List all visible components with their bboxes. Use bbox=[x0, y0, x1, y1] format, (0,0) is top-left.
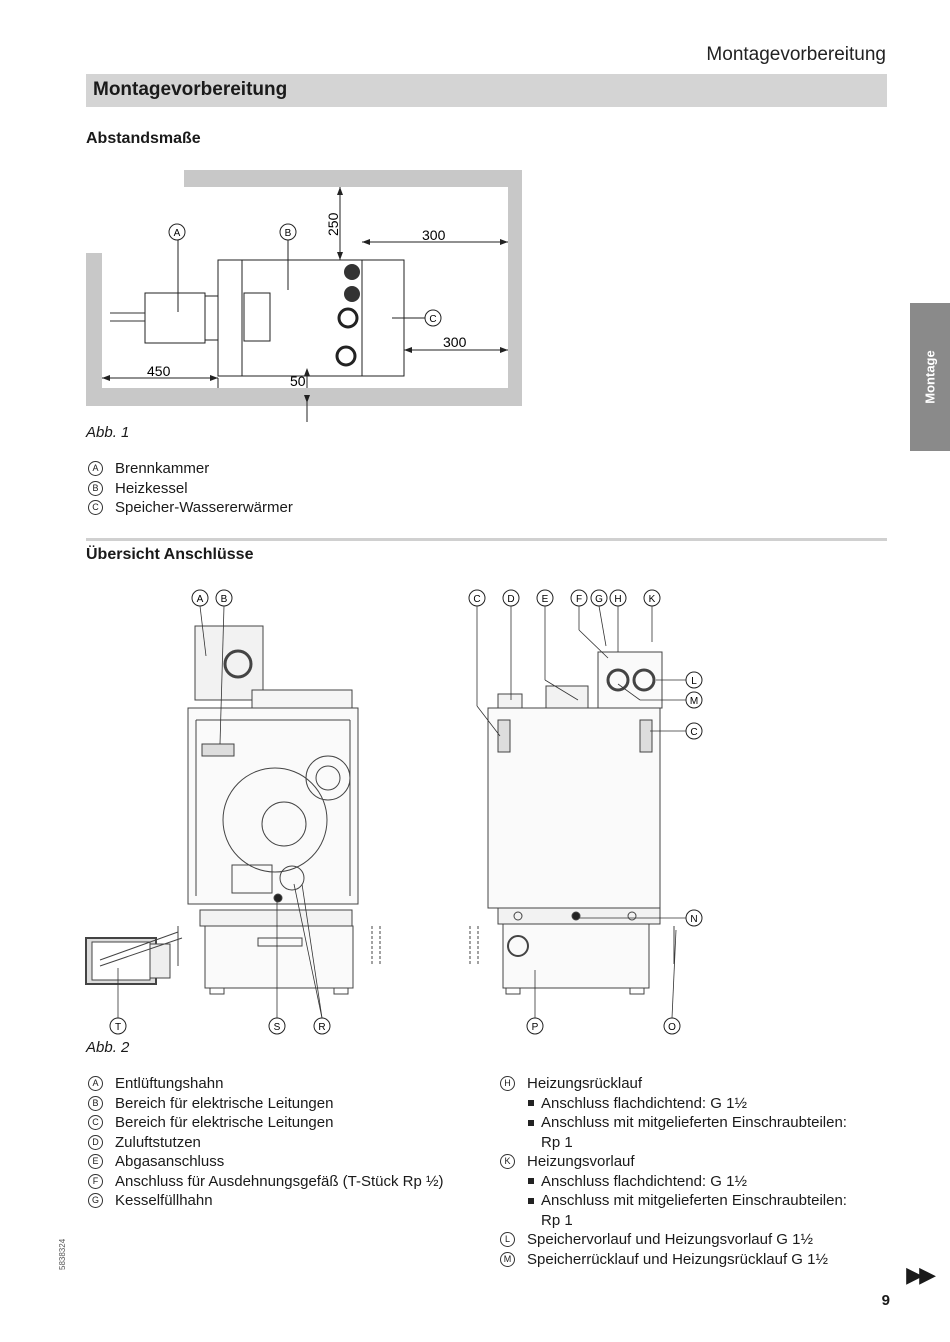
port bbox=[344, 264, 360, 280]
callout-e: E bbox=[541, 594, 549, 605]
callout-g: G bbox=[595, 594, 603, 605]
legend-item: E Abgasanschluss bbox=[88, 1152, 444, 1172]
section-divider bbox=[86, 538, 887, 541]
callout-s: S bbox=[273, 1022, 281, 1033]
legend-anschluss-right bbox=[500, 1074, 847, 1269]
legend-item: K Heizungsvorlauf bbox=[500, 1152, 847, 1172]
dim-50: 50 bbox=[290, 373, 306, 389]
callout-b: B bbox=[220, 594, 228, 605]
callout-t: T bbox=[114, 1022, 122, 1033]
legend-bullet: Anschluss flachdichtend: G 1½ bbox=[500, 1172, 847, 1192]
callout-a: A bbox=[196, 594, 204, 605]
next-page-icon[interactable]: ▶▶ bbox=[906, 1262, 932, 1287]
legend-item: D Zuluftstutzen bbox=[88, 1133, 444, 1153]
callout-n: N bbox=[690, 914, 698, 925]
bullet-square-icon bbox=[528, 1198, 534, 1204]
callout-l: L bbox=[691, 676, 697, 687]
legend-item: B Bereich für elektrische Leitungen bbox=[88, 1094, 444, 1114]
legend-item: C Bereich für elektrische Leitungen bbox=[88, 1113, 444, 1133]
burner-chamber bbox=[145, 293, 205, 343]
legend-item: A Brennkammer bbox=[88, 459, 293, 479]
anschluss-diagram bbox=[0, 580, 950, 1040]
legend-bullet: Anschluss flachdichtend: G 1½ bbox=[500, 1094, 847, 1114]
anschluss-heading: Übersicht Anschlüsse bbox=[86, 546, 254, 563]
boiler-port bbox=[244, 293, 270, 341]
legend-item: H Heizungsrücklauf bbox=[500, 1074, 847, 1094]
dim-250: 250 bbox=[325, 212, 341, 236]
running-header: Montagevorbereitung bbox=[706, 44, 886, 65]
figure-caption-1: Abb. 1 bbox=[86, 424, 130, 441]
dim-450: 450 bbox=[147, 363, 171, 379]
page-number: 9 bbox=[881, 1292, 890, 1309]
callout-r: R bbox=[318, 1022, 326, 1033]
bullet-square-icon bbox=[528, 1178, 534, 1184]
boiler-door bbox=[218, 260, 242, 376]
port bbox=[337, 347, 355, 365]
legend-bullet: Anschluss mit mitgelieferten Einschraubteilen: bbox=[500, 1113, 847, 1133]
callout-c: C bbox=[429, 314, 437, 325]
callout-d: D bbox=[507, 594, 515, 605]
callout-o: O bbox=[668, 1022, 676, 1033]
legend-item: G Kesselfüllhahn bbox=[88, 1191, 444, 1211]
legend-item: C Speicher-Wassererwärmer bbox=[88, 498, 293, 518]
port bbox=[339, 309, 357, 327]
callout-a: A bbox=[173, 228, 181, 239]
callout-p: P bbox=[531, 1022, 539, 1033]
section-title: Montagevorbereitung bbox=[93, 79, 288, 100]
legend-item: A Entlüftungshahn bbox=[88, 1074, 444, 1094]
callout-b: B bbox=[284, 228, 292, 239]
bullet-square-icon bbox=[528, 1120, 534, 1126]
bullet-square-icon bbox=[528, 1100, 534, 1106]
callout-k: K bbox=[648, 594, 656, 605]
legend-item: L Speichervorlauf und Heizungsvorlauf G 1½ bbox=[500, 1230, 847, 1250]
abstand-heading: Abstandsmaße bbox=[86, 130, 201, 147]
callout-m: M bbox=[689, 696, 699, 707]
legend-anschluss-left bbox=[88, 1074, 444, 1211]
callout-f: F bbox=[575, 594, 583, 605]
legend-item: M Speicherrücklauf und Heizungsrücklauf G 1½ bbox=[500, 1250, 847, 1270]
legend-bullet: Anschluss mit mitgelieferten Einschraubteilen: bbox=[500, 1191, 847, 1211]
legend-item: B Heizkessel bbox=[88, 479, 293, 499]
callout-h: H bbox=[614, 594, 622, 605]
legend-bullet-cont: Rp 1 bbox=[541, 1211, 573, 1229]
legend-abstand bbox=[88, 459, 293, 518]
abstand-diagram bbox=[0, 0, 950, 430]
legend-bullet-cont: Rp 1 bbox=[541, 1133, 573, 1151]
dim-300-top: 300 bbox=[422, 227, 446, 243]
dim-300-right: 300 bbox=[443, 334, 467, 350]
callout-c: C bbox=[473, 594, 481, 605]
callout-c-right: C bbox=[690, 727, 698, 738]
document-number: 5838324 bbox=[58, 1238, 67, 1270]
port bbox=[344, 286, 360, 302]
legend-item: F Anschluss für Ausdehnungsgefäß (T-Stück Rp ½) bbox=[88, 1172, 444, 1192]
figure-caption-2: Abb. 2 bbox=[86, 1039, 130, 1056]
side-tab-label: Montage bbox=[922, 350, 938, 404]
